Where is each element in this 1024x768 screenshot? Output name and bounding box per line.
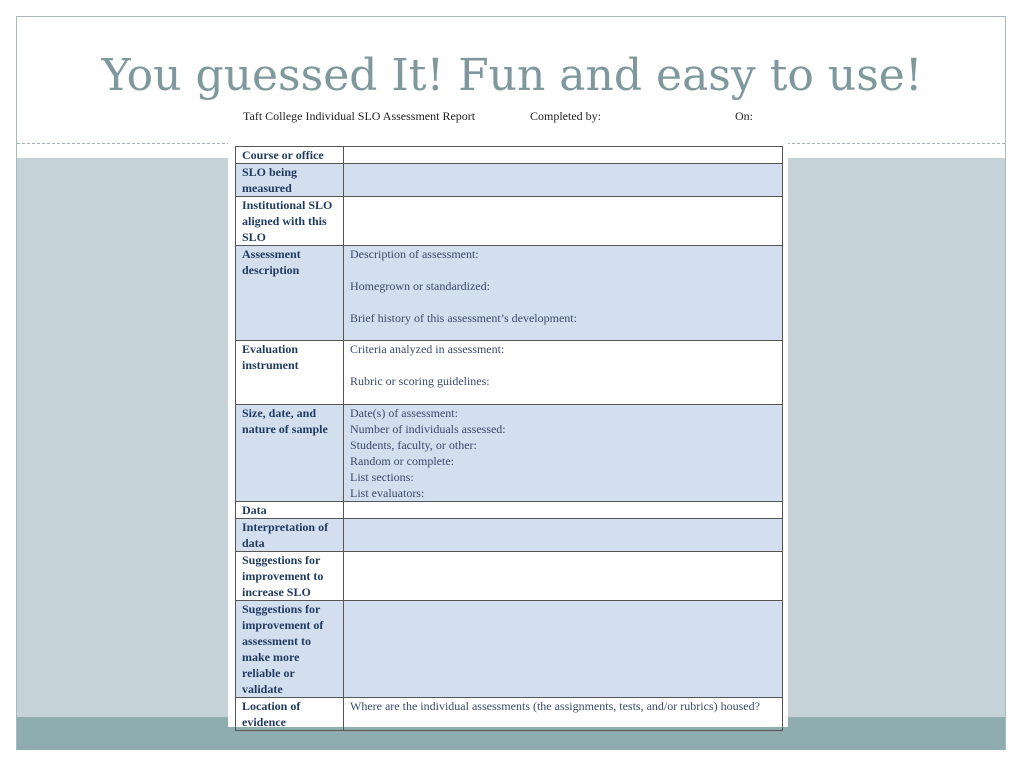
row-value	[344, 164, 783, 197]
row-label: Size, date, and nature of sample	[236, 405, 344, 502]
row-value	[344, 519, 783, 552]
row-label: Suggestions for improvement of assessment to make more reliable or validate	[236, 601, 344, 698]
row-value	[344, 552, 783, 601]
value-line: Description of assessment:	[350, 247, 479, 261]
value-line: List sections:	[350, 470, 414, 484]
on-label: On:	[735, 109, 753, 123]
completed-by-label: Completed by:	[530, 109, 601, 123]
value-line: Where are the individual assessments (the assignments, tests, and/or rubrics) housed?	[350, 699, 760, 713]
row-value	[344, 405, 783, 502]
row-label: Data	[236, 502, 344, 519]
value-line: Criteria analyzed in assessment:	[350, 342, 505, 356]
value-line: Brief history of this assessment’s development:	[350, 311, 577, 325]
slide-title: You guessed It! Fun and easy to use!	[101, 50, 923, 101]
row-label: Institutional SLO aligned with this SLO	[236, 197, 344, 246]
row-label: Course or office	[236, 147, 344, 164]
value-line: Random or complete:	[350, 454, 454, 468]
row-label: Suggestions for improvement to increase SLO	[236, 552, 344, 601]
report-title: Taft College Individual SLO Assessment Report	[243, 109, 476, 123]
report-header	[243, 109, 783, 129]
row-value	[344, 502, 783, 519]
row-value	[344, 197, 783, 246]
value-line: Number of individuals assessed:	[350, 422, 506, 436]
row-label: Evaluation instrument	[236, 341, 344, 405]
value-line: Date(s) of assessment:	[350, 406, 458, 420]
row-value	[344, 341, 783, 405]
report-document	[228, 102, 788, 727]
value-line: List evaluators:	[350, 486, 425, 500]
row-label: Assessment description	[236, 246, 344, 341]
assessment-form-table	[235, 146, 783, 731]
row-value	[344, 147, 783, 164]
row-label: Location of evidence	[236, 698, 344, 731]
row-label: Interpretation of data	[236, 519, 344, 552]
value-line: Students, faculty, or other:	[350, 438, 477, 452]
row-value	[344, 246, 783, 341]
row-value	[344, 601, 783, 698]
row-value	[344, 698, 783, 731]
value-line: Rubric or scoring guidelines:	[350, 374, 490, 388]
row-label: SLO being measured	[236, 164, 344, 197]
value-line: Homegrown or standardized:	[350, 279, 490, 293]
